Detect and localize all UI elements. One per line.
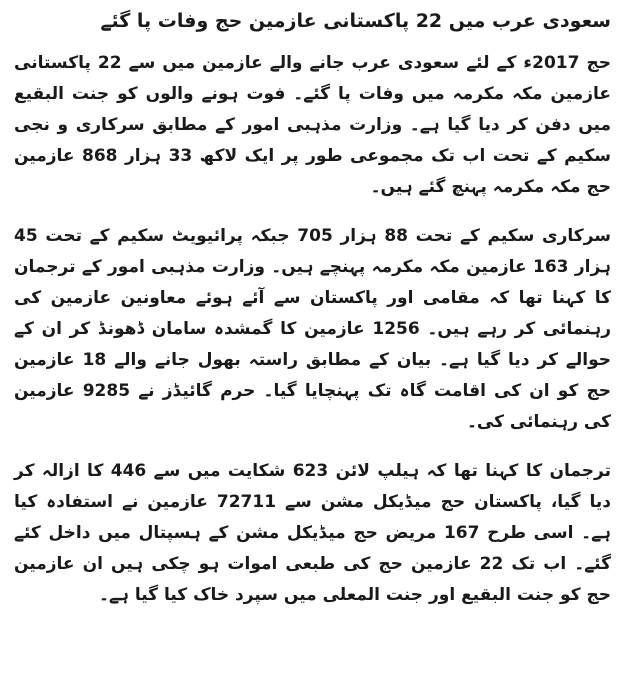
article-paragraph-2: سرکاری سکیم کے تحت 88 ہزار 705 جبکہ پرائیویٹ سکیم کے تحت 45 ہزار 163 عازمین مکہ مکرمہ پہنچے ہیں۔ وزارت مذہبی امور کے ترجمان کا کہنا تھا کہ مقامی اور پاکستان سے آئے ہوئے معاونین عازمین کی رہنمائی کر رہے ہیں۔ 1256 عازمین کا گمشدہ سامان ڈھونڈ کر ان کے حوالے کر دیا گیا ہے۔ بیان کے مطابق راستہ بھول جانے والے 18 عازمین حج کو ان کی اقامت گاہ تک پہنچایا گیا۔ حرم گائیڈز نے 9285 عازمین کی رہنمائی کی۔ — [14, 226, 612, 432]
article — [14, 6, 611, 611]
article-title: سعودی عرب میں 22 پاکستانی عازمین حج وفات پا گئے — [100, 10, 611, 32]
article-paragraph-3: ترجمان کا کہنا تھا کہ ہیلپ لائن 623 شکایت میں سے 446 کا ازالہ کر دیا گیا، پاکستان حج میڈیکل مشن سے 72711 عازمین نے استفادہ کیا ہے۔ اسی طرح 167 مریض حج میڈیکل مشن کے ہسپتال میں داخل کئے گئے۔ اب تک 22 عازمین حج کی طبعی اموات ہو چکی ہیں ان عازمین حج کو جنت البقیع اور جنت المعلی میں سپرد خاک کیا گیا ہے۔ — [14, 461, 612, 605]
article-paragraph-1: حج 2017ء کے لئے سعودی عرب جانے والے عازمین میں سے 22 پاکستانی عازمین مکہ مکرمہ میں وفات پا گئے۔ فوت ہونے والوں کو جنت البقیع میں دفن کر دیا گیا ہے۔ وزارت مذہبی امور کے مطابق سرکاری و نجی سکیم کے تحت اب تک مجموعی طور پر ایک لاکھ 33 ہزار 868 عازمین حج مکہ مکرمہ پہنچ گئے ہیں۔ — [14, 53, 611, 197]
